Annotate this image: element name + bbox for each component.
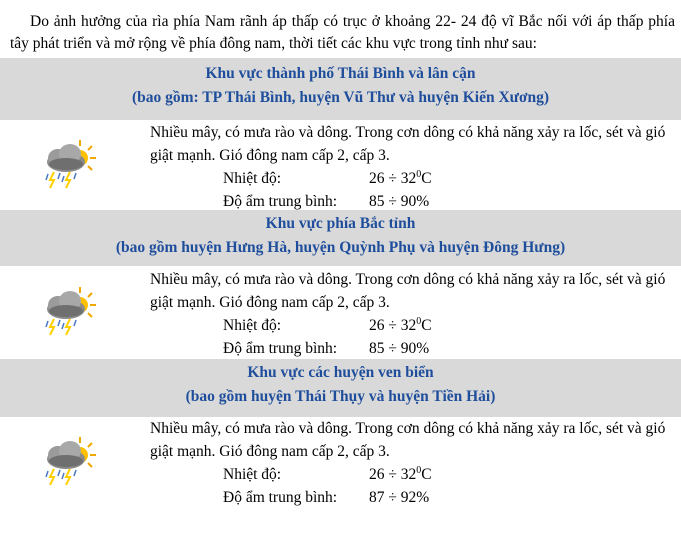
thunderstorm-sun-icon bbox=[40, 435, 98, 487]
humidity-row bbox=[150, 486, 678, 509]
temperature-label: Nhiệt độ: bbox=[223, 317, 282, 334]
region-forecast bbox=[150, 417, 678, 509]
temperature-value: $26 \div 32^0C$ bbox=[369, 465, 432, 483]
temperature-row bbox=[150, 167, 678, 190]
region-header bbox=[0, 359, 681, 417]
humidity-label: Độ ẩm trung bình: bbox=[223, 340, 338, 357]
temperature-label: Nhiệt độ: bbox=[223, 466, 282, 483]
forecast-text: Nhiều mây, có mưa rào và dông. Trong cơn dông có khả năng xảy ra lốc, sét và gió giật mạnh. Gió đông nam cấp 2, cấp 3. bbox=[150, 271, 666, 311]
thunderstorm-sun-icon bbox=[40, 138, 98, 190]
forecast-text: Nhiều mây, có mưa rào và dông. Trong cơn dông có khả năng xảy ra lốc, sét và gió giật mạnh. Gió đông nam cấp 2, cấp 3. bbox=[150, 420, 666, 460]
region-subtitle: (bao gồm: TP Thái Bình, huyện Vũ Thư và huyện Kiến Xương) bbox=[131, 89, 550, 106]
forecast-text: Nhiều mây, có mưa rào và dông. Trong cơn dông có khả năng xảy ra lốc, sét và gió giật mạnh. Gió đông nam cấp 2, cấp 3. bbox=[150, 124, 666, 164]
region-title: Khu vực các huyện ven biển bbox=[247, 364, 434, 381]
humidity-value: 85 ÷ 90% bbox=[369, 340, 430, 357]
temperature-value: $26 \div 32^0C$ bbox=[369, 169, 432, 187]
region-forecast bbox=[150, 121, 678, 213]
humidity-label: Độ ẩm trung bình: bbox=[223, 193, 338, 210]
region-header bbox=[0, 210, 681, 266]
temperature-label: Nhiệt độ: bbox=[223, 170, 282, 187]
region-title: Khu vực phía Bắc tỉnh bbox=[265, 215, 416, 232]
thunderstorm-sun-icon bbox=[40, 285, 98, 337]
humidity-row bbox=[150, 337, 678, 360]
region-title: Khu vực thành phố Thái Bình và lân cận bbox=[205, 65, 476, 82]
region-subtitle: (bao gồm huyện Thái Thụy và huyện Tiền Hải) bbox=[185, 388, 496, 405]
temperature-row bbox=[150, 463, 678, 486]
humidity-value: 85 ÷ 90% bbox=[369, 193, 430, 210]
humidity-value: 87 ÷ 92% bbox=[369, 489, 430, 506]
intro-paragraph: Do ảnh hưởng của rìa phía Nam rãnh áp thấp có trục ở khoảng 22- 24 độ vĩ Bắc nối với áp thấp phía tây phát triển và mở rộng về phía đông nam, thời tiết các khu vực trong tỉnh như sau: bbox=[10, 13, 675, 52]
temperature-value: $26 \div 32^0C$ bbox=[369, 316, 432, 334]
humidity-label: Độ ẩm trung bình: bbox=[223, 489, 338, 506]
region-header bbox=[0, 58, 681, 120]
region-forecast bbox=[150, 268, 678, 360]
region-subtitle: (bao gồm huyện Hưng Hà, huyện Quỳnh Phụ và huyện Đông Hưng) bbox=[115, 239, 566, 256]
temperature-row bbox=[150, 314, 678, 337]
